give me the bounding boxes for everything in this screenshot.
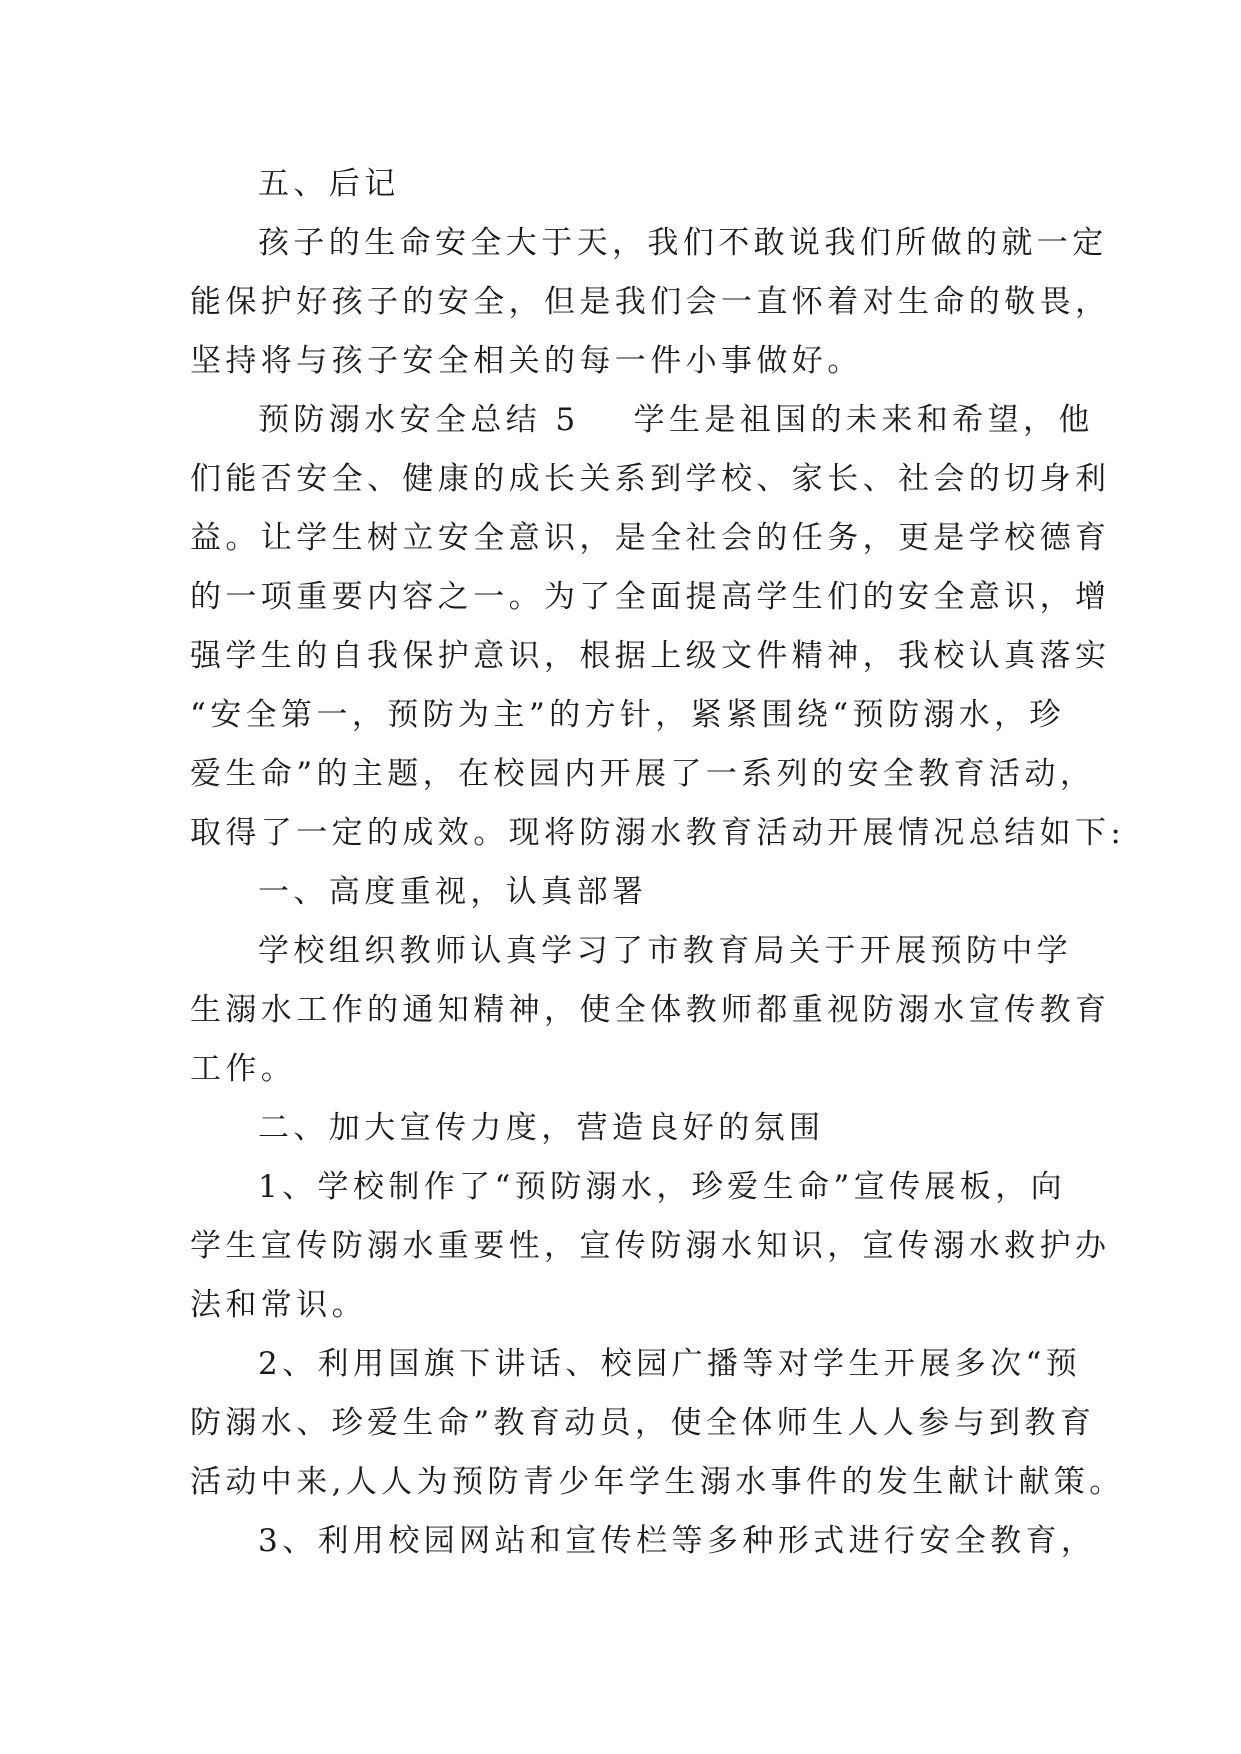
paragraph-line: 法和常识。	[190, 1287, 367, 1323]
paragraph-line: 活动中来,人人为预防青少年学生溺水事件的发生献计献策。	[190, 1464, 1125, 1500]
paragraph-line: 爱生命”的主题，在校园内开展了一系列的安全教育活动，	[190, 756, 1096, 792]
paragraph-line: 生溺水工作的通知精神，使全体教师都重视防溺水宣传教育	[190, 992, 1111, 1028]
paragraph-line: 能保护好孩子的安全，但是我们会一直怀着对生命的敬畏，	[190, 284, 1111, 320]
paragraph-line: 1、学校制作了“预防溺水，珍爱生命”宣传展板，向	[258, 1169, 1067, 1205]
paragraph-line: 3、利用校园网站和宣传栏等多种形式进行安全教育，	[258, 1523, 1097, 1559]
paragraph-line: 防溺水、珍爱生命”教育动员，使全体师生人人参与到教育	[190, 1405, 1096, 1441]
document-body	[190, 155, 1126, 1571]
paragraph-line: 们能否安全、健康的成长关系到学校、家长、社会的切身利	[190, 461, 1111, 497]
section-heading-afterword: 五、后记	[258, 166, 400, 202]
paragraph-line: 孩子的生命安全大于天，我们不敢说我们所做的就一定	[258, 225, 1108, 261]
section-heading-2: 二、加大宣传力度，营造良好的氛围	[258, 1110, 825, 1146]
paragraph-line: 的一项重要内容之一。为了全面提高学生们的安全意识，增	[190, 579, 1111, 615]
paragraph-line: 强学生的自我保护意识，根据上级文件精神，我校认真落实	[190, 638, 1111, 674]
paragraph-text: 学生是祖国的未来和希望，他	[633, 402, 1094, 438]
paragraph-line: 取得了一定的成效。现将防溺水教育活动开展情况总结如下:	[190, 815, 1126, 851]
paragraph-line: 学生宣传防溺水重要性，宣传防溺水知识，宣传溺水救护办	[190, 1228, 1111, 1264]
paragraph-line: 2、利用国旗下讲话、校园广播等对学生开展多次“预	[258, 1346, 1082, 1382]
paragraph-line: 学校组织教师认真学习了市教育局关于开展预防中学	[258, 933, 1073, 969]
paragraph-line: 坚持将与孩子安全相关的每一件小事做好。	[190, 343, 863, 379]
summary-title-line	[190, 391, 1094, 450]
summary-title: 预防溺水安全总结 5	[258, 402, 580, 438]
paragraph-line: 工作。	[190, 1051, 297, 1087]
paragraph-line: “安全第一，预防为主”的方针，紧紧围绕“预防溺水，珍	[190, 697, 1065, 733]
section-heading-1: 一、高度重视，认真部署	[258, 874, 648, 910]
paragraph-line: 益。让学生树立安全意识，是全社会的任务，更是学校德育	[190, 520, 1111, 556]
